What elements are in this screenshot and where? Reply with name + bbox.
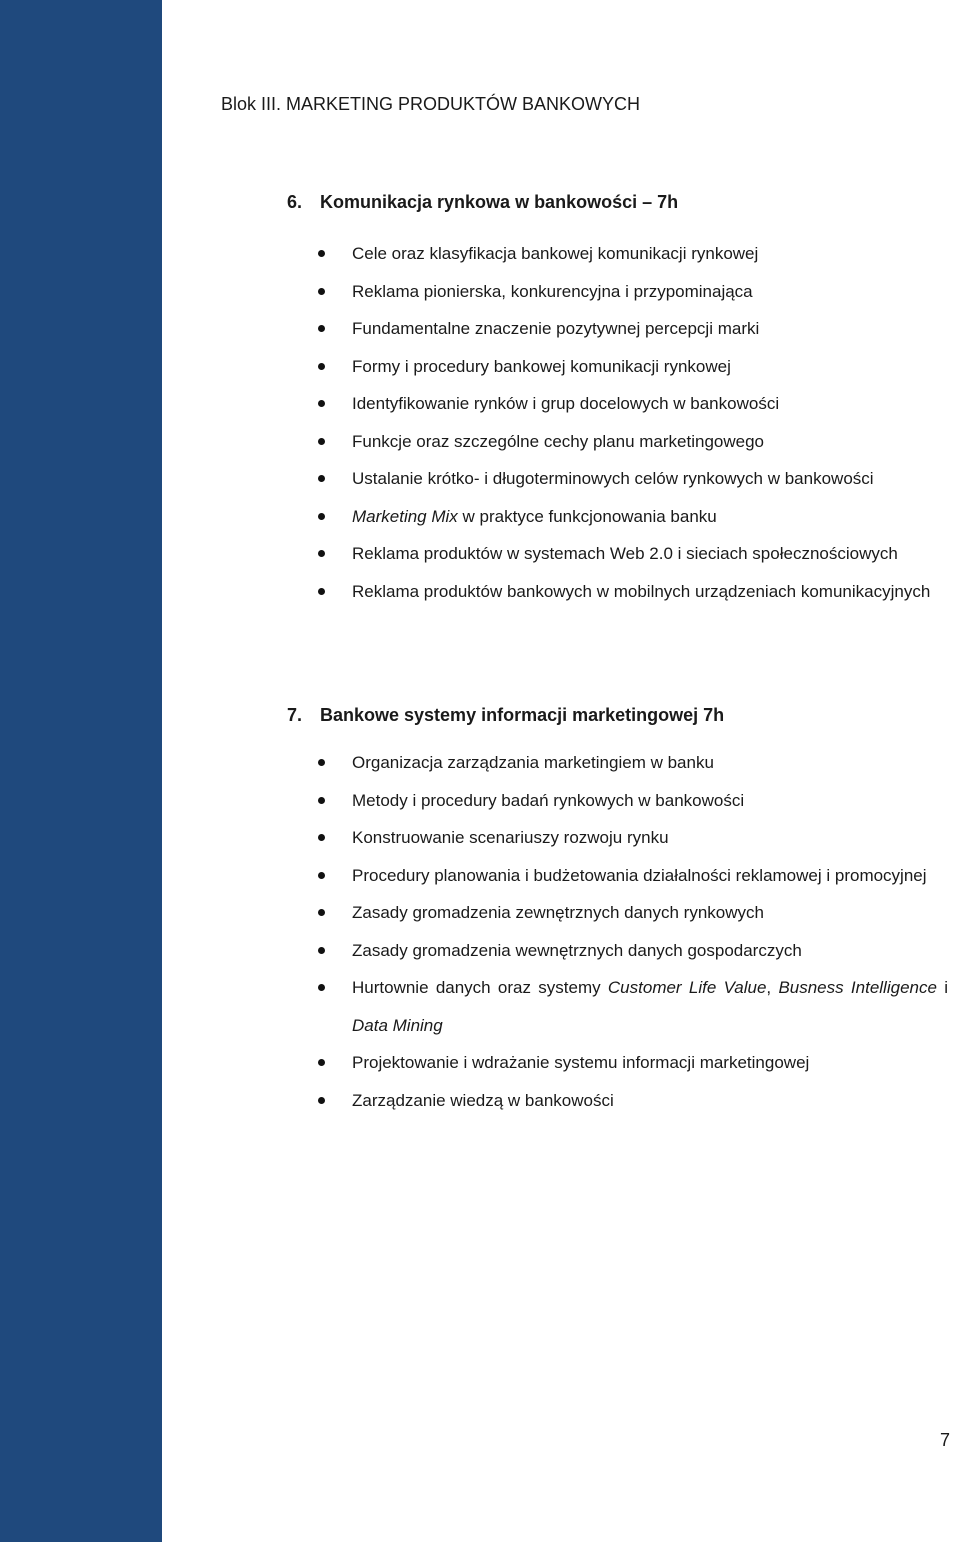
list-item: Funkcje oraz szczególne cechy planu marketingowego: [352, 423, 948, 461]
sidebar-band: [0, 0, 162, 1542]
list-item-text: i: [936, 978, 948, 997]
list-item-text: Hurtownie danych oraz systemy: [352, 978, 608, 997]
section-6: [287, 191, 948, 601]
list-item-text: ,: [766, 978, 779, 997]
list-item: Zasady gromadzenia zewnętrznych danych rynkowych: [352, 894, 948, 932]
italic-term: Customer Life Value: [607, 978, 767, 997]
section-7: [287, 704, 948, 1110]
list-item: Reklama produktów w systemach Web 2.0 i sieciach społecznościowych: [352, 535, 948, 573]
page-number: 7: [939, 1430, 950, 1450]
italic-term: Data Mining: [352, 1015, 443, 1035]
block-title: Blok III. MARKETING PRODUKTÓW BANKOWYCH: [221, 94, 641, 114]
list-item: Reklama produktów bankowych w mobilnych urządzeniach komunikacyjnych: [352, 573, 948, 611]
list-item: Identyfikowanie rynków i grup docelowych w bankowości: [352, 385, 948, 423]
list-item: Ustalanie krótko- i długoterminowych celów rynkowych w bankowości: [352, 460, 948, 498]
section-number: 7.: [287, 705, 303, 725]
italic-term: Marketing Mix: [352, 506, 458, 526]
list-item-text: w praktyce funkcjonowania banku: [457, 506, 717, 526]
list-item: Cele oraz klasyfikacja bankowej komunikacji rynkowej: [352, 235, 948, 273]
list-item: Procedury planowania i budżetowania działalności reklamowej i promocyjnej: [352, 857, 948, 895]
list-item: Zarządzanie wiedzą w bankowości: [352, 1082, 948, 1120]
section-6-list: [352, 235, 948, 610]
list-item: Organizacja zarządzania marketingiem w banku: [352, 744, 948, 782]
list-item: [352, 969, 948, 1044]
list-item: Fundamentalne znaczenie pozytywnej percepcji marki: [352, 310, 948, 348]
section-heading: [287, 191, 948, 213]
section-title: Bankowe systemy informacji marketingowej 7h: [320, 705, 725, 725]
list-item: Formy i procedury bankowej komunikacji rynkowej: [352, 348, 948, 386]
list-item: Konstruowanie scenariuszy rozwoju rynku: [352, 819, 948, 857]
section-title: Komunikacja rynkowa w bankowości – 7h: [320, 192, 679, 212]
list-item: [352, 498, 948, 536]
section-heading: [287, 704, 948, 726]
list-item: Reklama pionierska, konkurencyjna i przypominająca: [352, 273, 948, 311]
list-item: Metody i procedury badań rynkowych w bankowości: [352, 782, 948, 820]
list-item: Zasady gromadzenia wewnętrznych danych gospodarczych: [352, 932, 948, 970]
list-item: Projektowanie i wdrażanie systemu informacji marketingowej: [352, 1044, 948, 1082]
italic-term: Busness Intelligence: [778, 978, 937, 997]
section-7-list: [352, 744, 948, 1119]
section-number: 6.: [287, 192, 303, 212]
